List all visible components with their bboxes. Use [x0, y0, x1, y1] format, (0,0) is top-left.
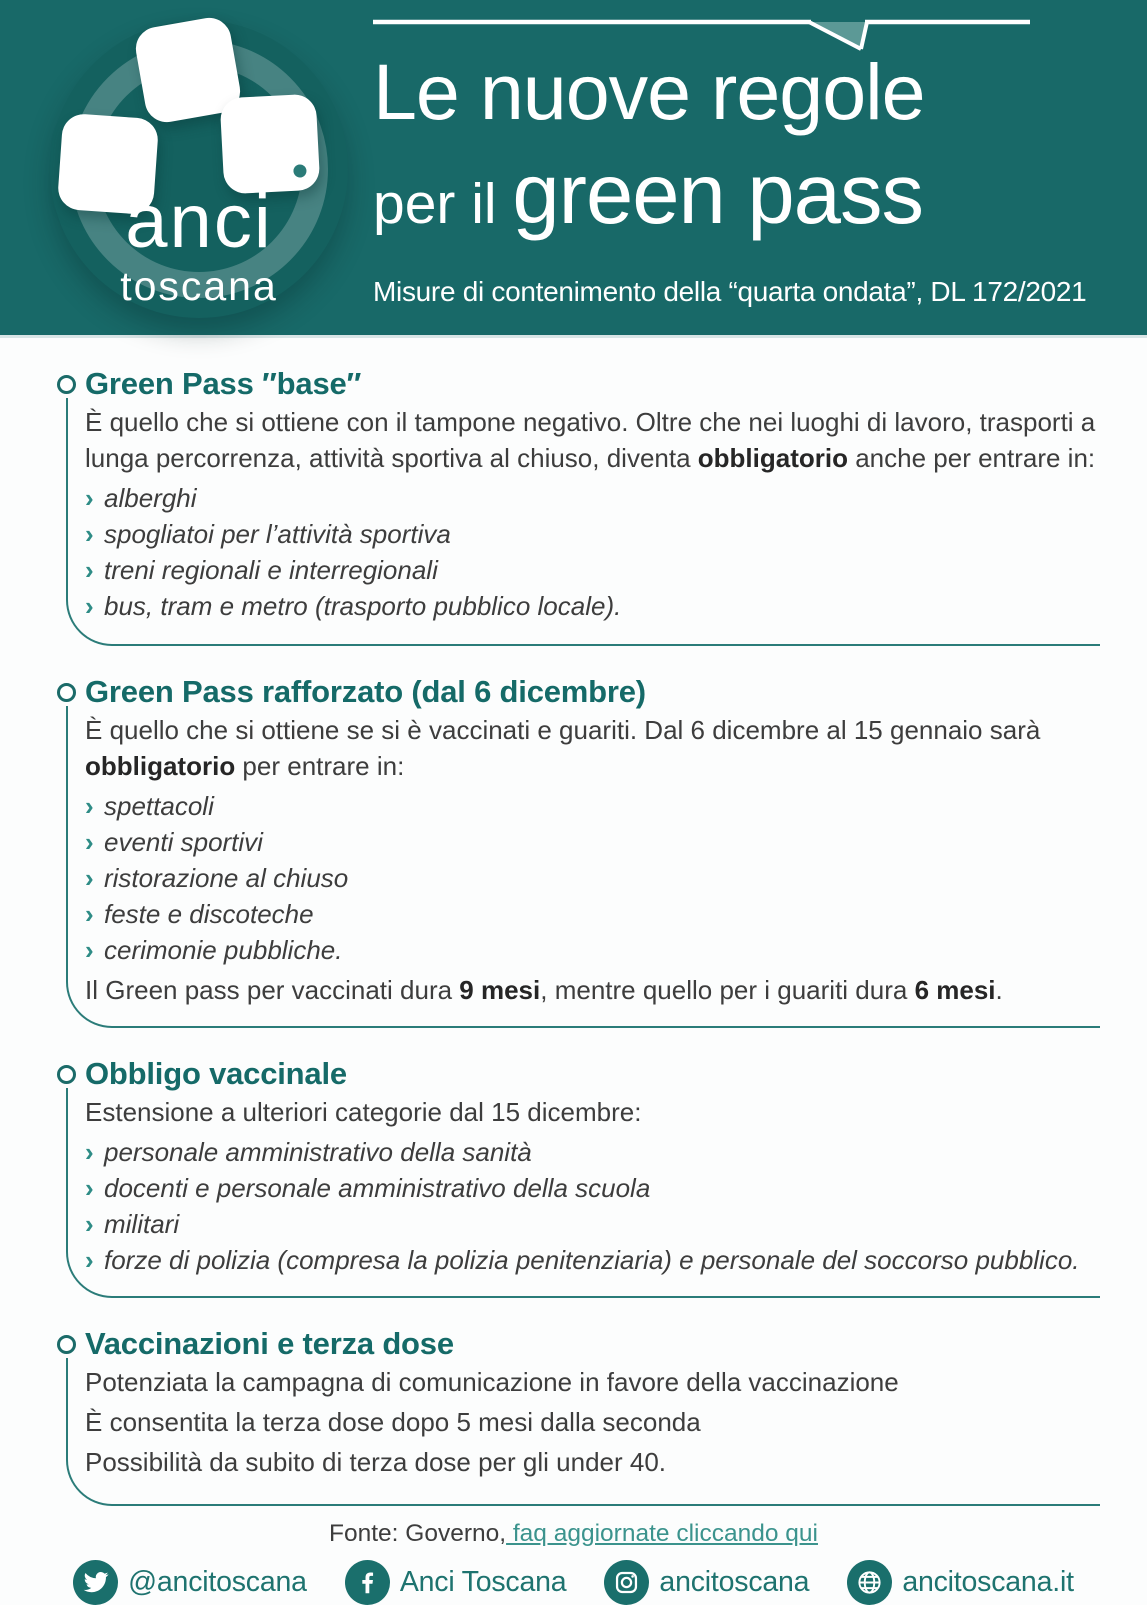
- section-border: [66, 398, 1100, 646]
- bullet-label: eventi sportivi: [104, 827, 263, 857]
- outro-bold: 6 mesi: [914, 975, 996, 1005]
- section-marker-icon: [57, 1065, 76, 1084]
- bullet-chevron-icon: ›: [85, 863, 94, 893]
- page-title-line1: Le nuove regole: [373, 47, 925, 136]
- page-title-per-il: per il: [373, 172, 513, 236]
- bullet-chevron-icon: ›: [85, 519, 94, 549]
- outro-text: .: [995, 975, 1003, 1005]
- instagram-icon: [604, 1560, 649, 1605]
- bullet-label: cerimonie pubbliche.: [104, 935, 343, 965]
- section-obbligo-vaccinale: [56, 1058, 1100, 1298]
- bullet-chevron-icon: ›: [85, 1137, 94, 1167]
- intro-text: Estensione a ulteriori categorie dal 15 dicembre:: [85, 1097, 642, 1127]
- bullet-chevron-icon: ›: [85, 1209, 94, 1239]
- section-border: [66, 1088, 1100, 1298]
- content: [0, 368, 1147, 1506]
- bullet-label: forze di polizia (compresa la polizia penitenziaria) e personale del soccorso pubblico.: [104, 1245, 1080, 1275]
- section-heading: Green Pass ″base″: [85, 366, 362, 401]
- section-heading: Green Pass rafforzato (dal 6 dicembre): [85, 674, 646, 709]
- section-heading: Obbligo vaccinale: [85, 1056, 347, 1091]
- section-marker-icon: [57, 683, 76, 702]
- section-line: È consentita la terza dose dopo 5 mesi dalla seconda: [85, 1407, 701, 1437]
- section-green-pass-rafforzato: [56, 676, 1100, 1028]
- section-border: [66, 1358, 1100, 1506]
- social-bar: [0, 1560, 1147, 1605]
- header-banner: [0, 0, 1147, 338]
- bullet-label: spogliatoi per l’attività sportiva: [104, 519, 451, 549]
- bullet-label: feste e discoteche: [104, 899, 314, 929]
- bullet-label: treni regionali e interregionali: [104, 555, 438, 585]
- logo-wordmark-anci: anci: [125, 179, 273, 264]
- facebook-icon: [345, 1560, 390, 1605]
- footer: [0, 1520, 1147, 1605]
- page-title-line2: [373, 146, 923, 244]
- faq-link[interactable]: faq aggiornate cliccando qui: [506, 1520, 818, 1547]
- social-instagram[interactable]: [604, 1560, 809, 1605]
- bullet-label: docenti e personale amministrativo della scuola: [104, 1173, 651, 1203]
- bullet-chevron-icon: ›: [85, 483, 94, 513]
- source-line: [0, 1520, 1147, 1548]
- page-subtitle: Misure di contenimento della “quarta ondata”, DL 172/2021: [373, 276, 1087, 307]
- header-title-block: [373, 0, 1093, 338]
- bullet-label: ristorazione al chiuso: [104, 863, 349, 893]
- section-heading: Vaccinazioni e terza dose: [85, 1326, 454, 1361]
- globe-icon: [847, 1560, 892, 1605]
- bullet-chevron-icon: ›: [85, 1245, 94, 1275]
- section-green-pass-base: [56, 368, 1100, 646]
- source-prefix: Fonte: Governo,: [329, 1520, 507, 1547]
- section-marker-icon: [57, 1335, 76, 1354]
- bullet-chevron-icon: ›: [85, 591, 94, 621]
- outro-bold: 9 mesi: [459, 975, 541, 1005]
- social-label: ancitoscana.it: [902, 1566, 1074, 1598]
- intro-bold: obbligatorio: [85, 751, 236, 781]
- outro-text: , mentre quello per i guariti dura: [540, 975, 915, 1005]
- logo-wordmark-toscana: toscana: [120, 263, 278, 309]
- bullet-label: bus, tram e metro (trasporto pubblico locale).: [104, 591, 622, 621]
- bullet-chevron-icon: ›: [85, 899, 94, 929]
- bullet-label: personale amministrativo della sanità: [104, 1137, 532, 1167]
- bullet-label: militari: [104, 1209, 180, 1239]
- intro-text: È quello che si ottiene se si è vaccinati e guariti. Dal 6 dicembre al 15 gennaio sarà: [85, 715, 1041, 745]
- social-label: @ancitoscana: [128, 1566, 307, 1598]
- section-vaccinazioni-terza-dose: [56, 1328, 1100, 1506]
- section-line: Potenziata la campagna di comunicazione in favore della vaccinazione: [85, 1367, 899, 1397]
- bullet-chevron-icon: ›: [85, 791, 94, 821]
- bullet-chevron-icon: ›: [85, 555, 94, 585]
- section-border: [66, 706, 1100, 1028]
- social-website[interactable]: [847, 1560, 1073, 1605]
- intro-bold: obbligatorio: [697, 443, 848, 473]
- social-label: Anci Toscana: [399, 1566, 567, 1598]
- intro-text: per entrare in:: [235, 751, 405, 781]
- anci-toscana-logo: [50, 20, 348, 318]
- logo-square-dot: [293, 164, 307, 178]
- section-marker-icon: [57, 375, 76, 394]
- bullet-chevron-icon: ›: [85, 827, 94, 857]
- social-twitter[interactable]: [73, 1560, 307, 1605]
- section-line: Possibilità da subito di terza dose per gli under 40.: [85, 1447, 667, 1477]
- intro-text: anche per entrare in:: [847, 443, 1096, 473]
- social-facebook[interactable]: [345, 1560, 567, 1605]
- page-title-green-pass: green pass: [512, 147, 923, 242]
- bullet-chevron-icon: ›: [85, 935, 94, 965]
- social-label: ancitoscana: [659, 1566, 810, 1598]
- twitter-icon: [73, 1560, 118, 1605]
- intro-text: È quello che si ottiene con il tampone negativo. Oltre che nei luoghi di lavoro, trasporti a lunga percorrenza, attività sportiva al chiuso, diventa: [85, 407, 1096, 473]
- bullet-label: spettacoli: [104, 791, 214, 821]
- bullet-label: alberghi: [104, 483, 197, 513]
- outro-text: Il Green pass per vaccinati dura: [85, 975, 460, 1005]
- bullet-chevron-icon: ›: [85, 1173, 94, 1203]
